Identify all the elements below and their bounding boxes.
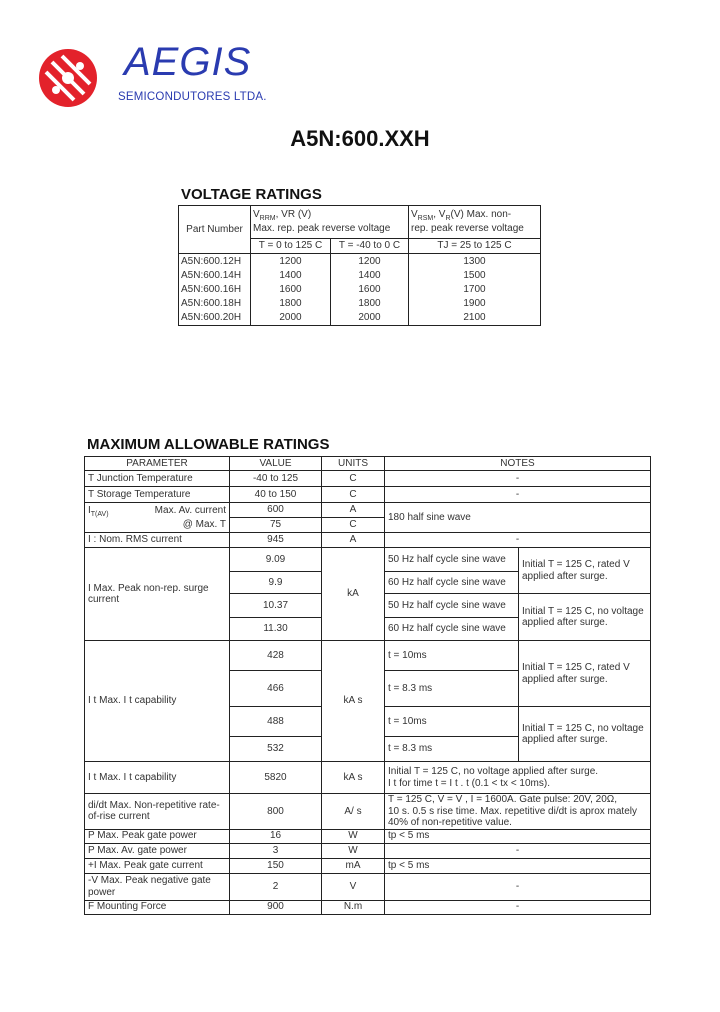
max-ratings-heading: MAXIMUM ALLOWABLE RATINGS [87, 436, 330, 453]
table-row: A5N:600.20H 2000 2000 2100 [179, 311, 541, 326]
table-row: P Max. Av. gate power 3 W - [85, 843, 651, 858]
voltage-ratings-heading: VOLTAGE RATINGS [181, 186, 322, 203]
vrrm-header: $V_{RRM}$, VR (V) Max. rep. peak reverse voltage [251, 206, 409, 239]
table-row: I t Max. I t capability 5820 kA s Initial T = 125 C, no voltage applied after surge. I t for time t = I t . t (0.1 < tx < 10ms). [85, 762, 651, 794]
table-row: P Max. Peak gate power 16 W tp < 5 ms [85, 829, 651, 843]
table-row: A5N:600.12H 1200 1200 1300 [179, 254, 541, 269]
page-title: A5N:600.XXH [290, 126, 430, 151]
brand-subtitle: SEMICONDUTORES LTDA. [118, 91, 267, 103]
table-row: -V Max. Peak negative gate power 2 V - [85, 873, 651, 900]
param-header: PARAMETER [85, 457, 230, 471]
table-row: 10.37 50 Hz half cycle sine wave Initial T = 125 C, no voltage applied after surge. [85, 594, 651, 618]
notes-header: NOTES [385, 457, 651, 471]
max-ratings-table [84, 456, 651, 915]
logo-icon [38, 48, 98, 108]
table-row: I t Max. I t capability 428 kA s t = 10ms Initial T = 125 C, rated V applied after surge. [85, 641, 651, 671]
value-header: VALUE [230, 457, 322, 471]
table-row: A5N:600.16H 1600 1600 1700 [179, 283, 541, 297]
cond-25-125: TJ = 25 to 125 C [409, 239, 541, 254]
table-row: 11.30 60 Hz half cycle sine wave [85, 618, 651, 641]
part-number-header: Part Number [179, 206, 251, 254]
brand-name: AEGIS [124, 40, 252, 84]
table-row: A5N:600.18H 1800 1800 1900 [179, 297, 541, 311]
table-row: $I_{T(AV)}$ Max. Av. current @ Max. T 600 A 180 half sine wave [85, 503, 651, 518]
table-row: T Storage Temperature 40 to 150 C - [85, 487, 651, 503]
table-row: 532 t = 8.3 ms [85, 737, 651, 762]
vrsm-header: $V_{RSM}$, $V_R(V)$ Max. non- rep. peak reverse voltage [409, 206, 541, 239]
table-row: I : Nom. RMS current 945 A - [85, 533, 651, 548]
table-row: F Mounting Force 900 N.m - [85, 900, 651, 914]
table-row: 9.9 60 Hz half cycle sine wave [85, 572, 651, 594]
table-row: 75 C [85, 518, 651, 533]
table-row: A5N:600.14H 1400 1400 1500 [179, 269, 541, 283]
table-row: di/dt Max. Non-repetitive rate-of-rise current 800 A/ s T = 125 C, V = V , I = 1600A. Gate pulse: 20V, 20Ω, 10 s. 0.5 s rise time. Max. repetitive di/dt is aprox mately 40% of non-repetitive value. [85, 794, 651, 830]
table-row: 488 t = 10ms Initial T = 125 C, no voltage applied after surge. [85, 707, 651, 737]
table-row: T Junction Temperature -40 to 125 C - [85, 471, 651, 487]
units-header: UNITS [322, 457, 385, 471]
table-row: 466 t = 8.3 ms [85, 671, 651, 707]
table-row: I Max. Peak non-rep. surge current 9.09 kA 50 Hz half cycle sine wave Initial T = 125 C, rated V applied after surge. [85, 548, 651, 572]
cond-minus40-0: T = -40 to 0 C [331, 239, 409, 254]
cond-0-125: T = 0 to 125 C [251, 239, 331, 254]
table-row: +I Max. Peak gate current 150 mA tp < 5 ms [85, 858, 651, 873]
voltage-ratings-table [178, 205, 541, 326]
